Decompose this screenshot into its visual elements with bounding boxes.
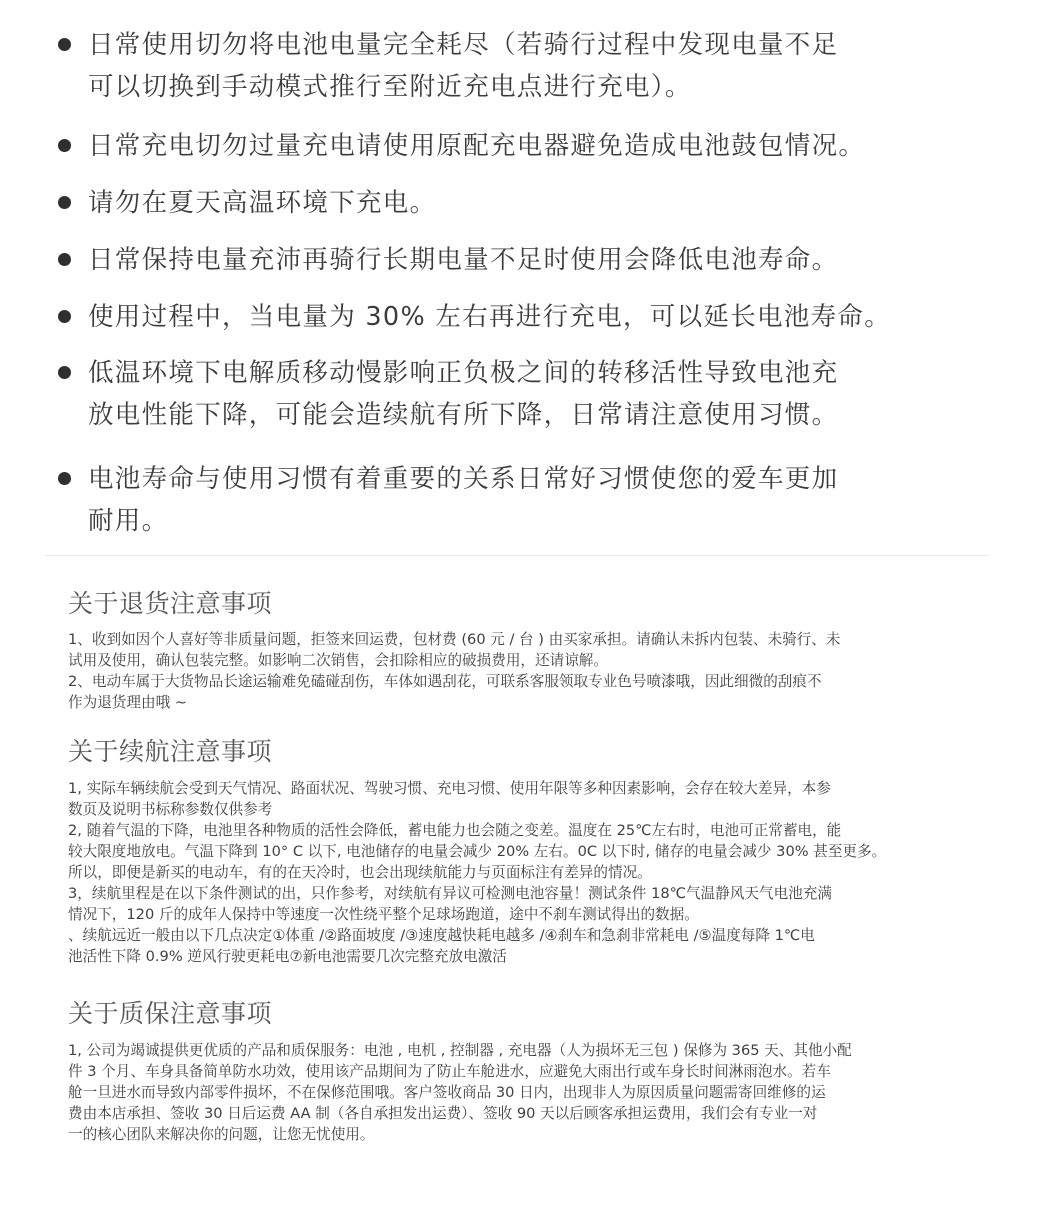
- body-line: 1, 实际车辆续航会受到天气情况、路面状况、驾驶习惯、充电习惯、使用年限等多种因素影响，会存在较大差异，本参: [68, 780, 831, 797]
- body-line: 、续航远近一般由以下几点决定①体重 /②路面坡度 /③速度越快耗电越多 /④刹车和急刹非常耗电 /⑤温度每降 1℃电: [68, 927, 815, 944]
- body-line: 池活性下降 0.9% 逆风行驶更耗电⑦新电池需要几次完整充放电激活: [68, 948, 507, 965]
- body-line: 2, 随着气温的下降，电池里各种物质的活性会降低，蓄电能力也会随之变差。温度在 25℃左右时，电池可正常蓄电，能: [68, 822, 842, 839]
- body-line: 一的核心团队来解决你的问题，让您无忧使用。: [68, 1126, 375, 1143]
- body-line: 试用及使用，确认包装完整。如影响二次销售，会扣除相应的破损费用，还请谅解。: [68, 652, 608, 669]
- bullet-icon: [58, 366, 71, 379]
- tip-text: [88, 352, 1008, 436]
- section-divider: [45, 555, 989, 556]
- section-body: [68, 1040, 968, 1145]
- tip-line: 使用过程中，当电量为 30% 左右再进行充电，可以延长电池寿命。: [88, 302, 891, 332]
- section-title: 关于质保注意事项: [68, 999, 273, 1028]
- body-line: 数页及说明书标称参数仅供参考: [68, 801, 273, 818]
- tip-line: 电池寿命与使用习惯有着重要的关系日常好习惯使您的爱车更加: [88, 464, 839, 494]
- body-line: 1, 公司为竭诚提供更优质的产品和质保服务：电池 , 电机 , 控制器 , 充电器（人为损坏无三包 ) 保修为 365 天、其他小配: [68, 1042, 852, 1059]
- range-notice-section: [68, 736, 968, 967]
- section-title: 关于退货注意事项: [68, 589, 273, 618]
- tip-line: 放电性能下降，可能会造续航有所下降，日常请注意使用习惯。: [88, 400, 839, 430]
- body-line: 费由本店承担、签收 30 日后运费 AA 制（各自承担发出运费）、签收 90 天以后顾客承担运费用，我们会有专业一对: [68, 1105, 818, 1122]
- tip-line: 日常保持电量充沛再骑行长期电量不足时使用会降低电池寿命。: [88, 245, 839, 275]
- body-line: 较大限度地放电。气温下降到 10° C 以下, 电池储存的电量会减少 20% 左右。0C 以下时, 储存的电量会减少 30% 甚至更多。: [68, 843, 887, 860]
- bullet-icon: [58, 472, 71, 485]
- body-line: 情况下，120 斤的成年人保持中等速度一次性绕平整个足球场跑道，途中不刹车测试得出的数据。: [68, 906, 699, 923]
- tip-text: [88, 296, 1008, 338]
- bullet-icon: [58, 196, 71, 209]
- bullet-icon: [58, 310, 71, 323]
- bullet-icon: [58, 253, 71, 266]
- body-line: 舱一旦进水而导致内部零件损坏，不在保修范围哦。客户签收商品 30 日内，出现非人为原因质量问题需寄回维修的运: [68, 1084, 826, 1101]
- tip-line: 请勿在夏天高温环境下充电。: [88, 188, 437, 218]
- tip-text: [88, 24, 1008, 108]
- tip-text: [88, 182, 1008, 224]
- tip-line: 日常使用切勿将电池电量完全耗尽（若骑行过程中发现电量不足: [88, 30, 839, 60]
- return-policy-section: [68, 588, 968, 713]
- tip-text: [88, 125, 1008, 167]
- section-title: 关于续航注意事项: [68, 737, 273, 766]
- body-line: 件 3 个月、车身具备简单防水功效，使用该产品期间为了防止车舱进水，应避免大雨出行或车身长时间淋雨泡水。若车: [68, 1063, 831, 1080]
- tip-text: [88, 239, 1008, 281]
- body-line: 所以，即便是新买的电动车，有的在天冷时，也会出现续航能力与页面标注有差异的情况。: [68, 864, 652, 881]
- battery-tips-list: [0, 0, 1038, 556]
- body-line: 1、收到如因个人喜好等非质量问题，拒签来回运费，包材费 (60 元 / 台 ) 由买家承担。请确认未拆内包装、未骑行、未: [68, 631, 841, 648]
- body-line: 3，续航里程是在以下条件测试的出，只作参考，对续航有异议可检测电池容量！测试条件 18℃气温静风天气电池充满: [68, 885, 832, 902]
- bullet-icon: [58, 139, 71, 152]
- section-body: [68, 778, 968, 967]
- body-line: 作为退货理由哦 ~: [68, 694, 188, 711]
- tip-line: 日常充电切勿过量充电请使用原配充电器避免造成电池鼓包情况。: [88, 131, 866, 161]
- tip-line: 低温环境下电解质移动慢影响正负极之间的转移活性导致电池充: [88, 358, 839, 388]
- tip-line: 耐用。: [88, 506, 169, 536]
- tip-text: [88, 458, 1008, 542]
- tip-line: 可以切换到手动模式推行至附近充电点进行充电）。: [88, 72, 692, 102]
- bullet-icon: [58, 38, 71, 51]
- warranty-notice-section: [68, 998, 968, 1145]
- section-body: [68, 629, 968, 713]
- body-line: 2、电动车属于大货物品长途运输难免磕碰刮伤，车体如遇刮花，可联系客服领取专业色号喷漆哦，因此细微的刮痕不: [68, 673, 822, 690]
